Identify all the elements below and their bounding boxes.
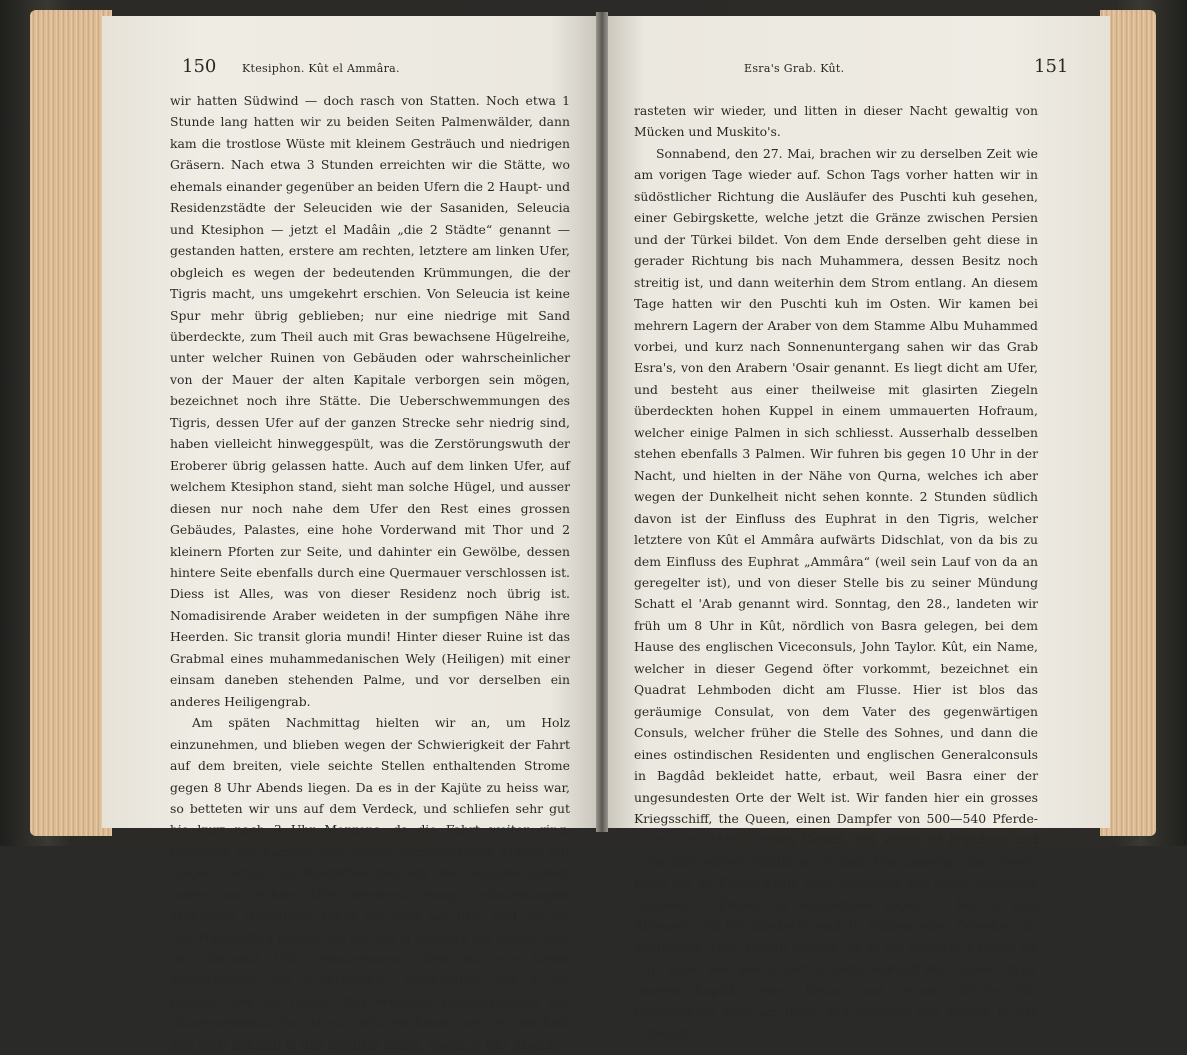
paragraph: wir hatten Südwind — doch rasch von Statten. Noch etwa 1 Stunde lang hatten wir zu beiden Seiten Palmenwälder, dann kam die trostlose Wüste mit kleinem Gesträuch und niedrigen Gräsern. Nach etwa 3 Stunden erreichten wir die Stätte, wo ehemals einander gegenüber an beiden Ufern die 2 Haupt- und Residenzstädte der Seleuciden wie der Sasaniden, Seleucia und Ktesiphon — jetzt el Madâin „die 2 Städte“ genannt — gestanden hatten, erstere am rechten, letztere am linken Ufer, obgleich es wegen der bedeutenden Krümmungen, die der Tigris macht, uns umgekehrt erschien. Von Seleucia ist keine Spur mehr übrig geblieben; nur eine niedrige mit Sand überdeckte, zum Theil auch mit Gras bewachsene Hügelreihe, unter welcher Ruinen von Gebäuden oder wahrscheinlicher von der Mauer der alten Kapitale verborgen sein mögen, bezeichnet noch ihre Stätte. Die Ueberschwemmungen des Tigris, dessen Ufer auf der ganzen Strecke sehr niedrig sind, haben vielleicht hinweggespült, was die Zerstörungswuth der Eroberer übrig gelassen hatte. Auch auf dem linken Ufer, auf welchem Ktesiphon stand, sieht man solche Hügel, und ausser diesen nur noch nahe dem Ufer den Rest eines grossen Gebäudes, Palastes, eine hohe Vorderwand mit Thor und 2 kleinern Pforten zur Seite, und dahinter ein Gewölbe, dessen hintere Seite ebenfalls durch eine Quermauer verschlossen ist. Diess ist Alles, was von dieser Residenz noch übrig ist. Nomadisirende Araber weideten in der sumpfigen Nähe ihre Heerden. Sic transit gloria mundi! Hinter dieser Ruine ist das Grabmal eines muhammedanischen Wely (Heiligen) mit einer einsam daneben stehenden Palme, und vor derselben ein anderes Heiligengrab. — [170, 93, 570, 709]
running-head: Ktesiphon. Kût el Ammâra. — [242, 62, 400, 75]
paragraph: Am späten Nachmittag hielten wir an, um Holz einzunehmen, und blieben wegen der Schwierigkeit der Fahrt auf dem breiten, viele seichte Stellen enthaltenden Strome gegen 8 Uhr Abends liegen. Da es in der Kajüte zu heiss war, so betteten wir uns auf dem Verdeck, und schliefen sehr gut bis kurz nach 3 Uhr Morgens, da die Fahrt weiter ging. Beduinen mit Kameel- und andere nomadisirende Araber mit Ziegen-, Schaf- und Rinderheerden von dem Stamme Sobeid waren am rechten Ufer zerstreut; einige Lehmfestungen arabischer Häuptlinge sahen wir nahe am Ufer, und um 2½ Uhr Nachmittag hielten wir bei Kût el Ammâra am linken Ufer, um abermals Holz einzunehmen. Diess ist eine kleine Araberkolonie mit erbärmlichen Strohhütten und 2 am rechten, wie am linken Ufer erbauten Lehmfestungen des Gouvernements. Von da aus geht ein Kanal, welcher oberhalb Sûq esch Schiuch in den Euphrat fliesst. Gegen 8 Uhr Abends — [170, 715, 570, 1052]
page-body — [634, 100, 1038, 1044]
page-number: 150 — [182, 56, 217, 77]
left-page — [102, 16, 600, 1052]
right-page — [604, 16, 1110, 1041]
page-number: 151 — [1034, 56, 1069, 77]
running-head: Esra's Grab. Kût. — [744, 62, 845, 75]
paragraph: rasteten wir wieder, und litten in dieser Nacht gewaltig von Mücken und Muskito's. — [634, 103, 1038, 140]
paragraph: Sonnabend, den 27. Mai, brachen wir zu derselben Zeit wie am vorigen Tage wieder auf. Schon Tags vorher hatten wir in südöstlicher Richtung die Ausläufer des Puschti kuh gesehen, einer Gebirgskette, welche jetzt die Gränze zwischen Persien und der Türkei bildet. Von dem Ende derselben geht diese in gerader Richtung bis nach Muhammera, dessen Besitz noch streitig ist, und dann weiterhin dem Strom entlang. An diesem Tage hatten wir den Puschti kuh im Osten. Wir kamen bei mehrern Lagern der Araber von dem Stamme Albu Muhammed vorbei, und kurz nach Sonnenuntergang sahen wir das Grab Esra's, von den Arabern 'Osair genannt. Es liegt dicht am Ufer, und besteht aus einer theilweise mit glasirten Ziegeln überdeckten hohen Kuppel in einem ummauerten Hofraum, welcher einige Palmen in sich schliesst. Ausserhalb desselben stehen ebenfalls 3 Palmen. Wir fuhren bis gegen 10 Uhr in der Nacht, und hielten in der Nähe von Qurna, welches ich aber wegen der Dunkelheit nicht sehen konnte. 2 Stunden südlich davon ist der Einfluss des Euphrat in den Tigris, welcher letztere von Kût el Ammâra aufwärts Didschlat, von da bis zu dem Einfluss des Euphrat „Ammâra“ (weil sein Lauf von da an geregelter ist), und von dieser Stelle bis zu seiner Mündung Schatt el 'Arab genannt wird. Sonntag, den 28., landeten wir früh um 8 Uhr in Kût, nördlich von Basra gelegen, bei dem Hause des englischen Viceconsuls, John Taylor. Kût, ein Name, welcher in dieser Gegend öfter vorkommt, bezeichnet ein Quadrat Lehmboden dicht am Flusse. Hier ist blos das geräumige Consulat, von dem Vater des gegenwärtigen Consuls, welcher früher die Stelle des Sohnes, und dann die eines ostindischen Residenten und englischen Generalconsuls in Bagdâd bekleidet hatte, erbaut, weil Basra einer der ungesundesten Orte der Welt ist. Wir fanden hier ein grosses Kriegsschiff, the Queen, einen Dampfer von 500—540 Pferde-Kraft, und 1400 Tonnen Gehalt, mit vielen 68-Pfündern und einer zahlreichen Schiffsmannschaft. Das unserige, der Comet, hatte nur 40 Pferde-Kraft, zwei 9pfündige und sechs 4pfündige Kanonen, 4 Flinten zu ½pfündigen Kugeln, 2 Röhren zum Abfeuern von Brandraketen und 40 Flinten, alles Gewehre mit Schlössern. Cap. Trouth machte, da er ein jüngerer Kapitän als Cap. Jones war, gleich nach unserer Ankunft mit Consul Taylor unserm Kapitän einen Besuch auf seinem Schiffe. Wir frühstückten noch am Bord, und begaben uns sodann in das Consulat, — [634, 145, 1038, 1041]
page-stack-left — [30, 10, 112, 836]
page-body — [170, 90, 570, 1055]
book-gutter — [596, 12, 608, 832]
